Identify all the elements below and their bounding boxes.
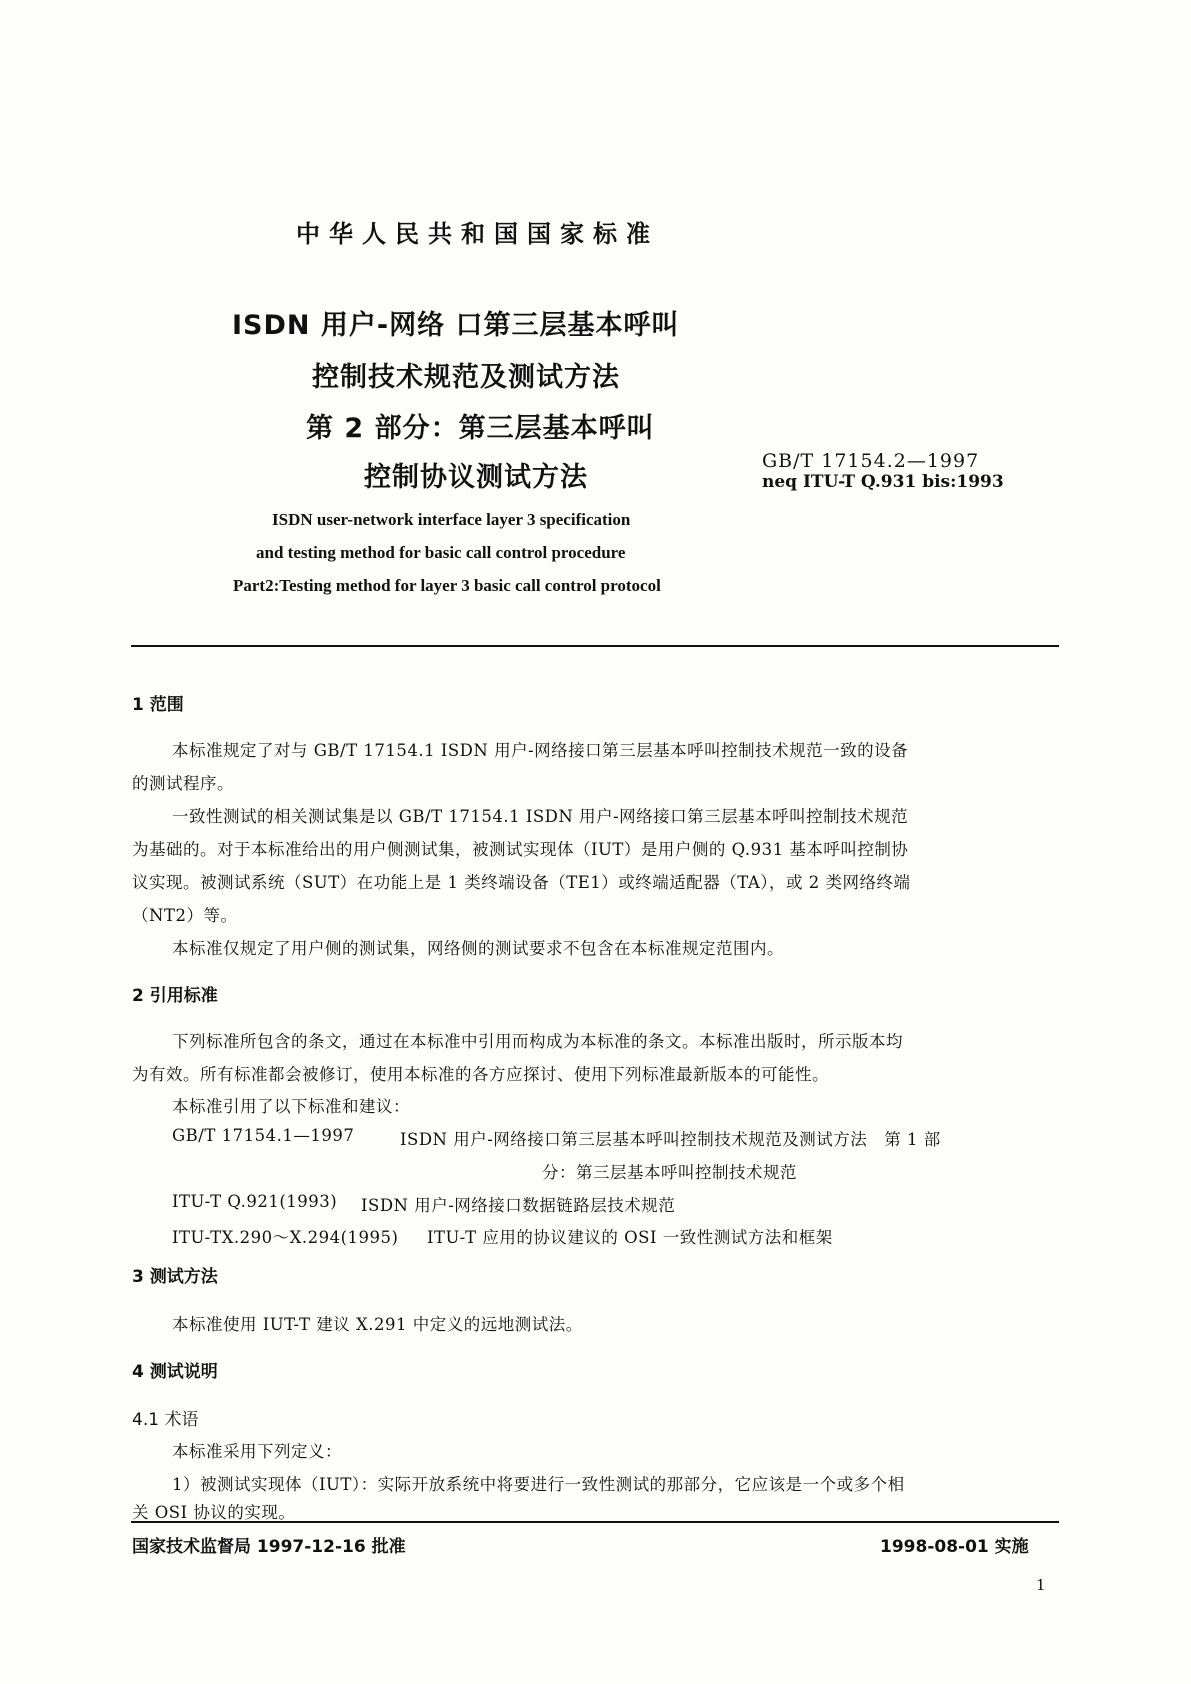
footer-divider bbox=[131, 1521, 1059, 1523]
s4-p2-line2: 关 OSI 协议的实现。 bbox=[132, 1503, 296, 1522]
title-line-1: ISDN 用户-网络 口第三层基本呼叫 bbox=[232, 310, 680, 341]
s1-p2-line4: （NT2）等。 bbox=[132, 906, 238, 925]
ref-1-title-line2: 分：第三层基本呼叫控制技术规范 bbox=[542, 1163, 797, 1182]
s3-p1-line1: 本标准使用 IUT-T 建议 X.291 中定义的远地测试法。 bbox=[172, 1315, 583, 1334]
ref-1-title-line1: ISDN 用户-网络接口第三层基本呼叫控制技术规范及测试方法 第 1 部 bbox=[400, 1130, 941, 1149]
english-title-line-1: ISDN user-network interface layer 3 specification bbox=[272, 510, 631, 529]
s2-p1-line1: 下列标准所包含的条文，通过在本标准中引用而构成为本标准的条文。本标准出版时，所示版本均 bbox=[172, 1032, 903, 1051]
s2-p2-line1: 本标准引用了以下标准和建议： bbox=[172, 1097, 410, 1116]
ref-1-code: GB/T 17154.1—1997 bbox=[172, 1126, 355, 1145]
s1-p3-line1: 本标准仅规定了用户侧的测试集，网络侧的测试要求不包含在本标准规定范围内。 bbox=[172, 939, 784, 958]
english-title-line-2: and testing method for basic call control procedure bbox=[256, 543, 626, 562]
issuing-authority: 中华人民共和国国家标准 bbox=[296, 220, 659, 248]
ref-2-code: ITU-T Q.921(1993) bbox=[172, 1192, 338, 1211]
effective-date: 1998-08-01 实施 bbox=[880, 1537, 1029, 1557]
page-number: 1 bbox=[1036, 1576, 1046, 1594]
section-2-heading: 2 引用标准 bbox=[132, 986, 218, 1006]
ref-2-title: ISDN 用户-网络接口数据链路层技术规范 bbox=[361, 1196, 676, 1215]
s1-p2-line3: 议实现。被测试系统（SUT）在功能上是 1 类终端设备（TE1）或终端适配器（TA），或 2 类网络终端 bbox=[132, 873, 911, 892]
standard-code: GB/T 17154.2—1997 bbox=[762, 450, 980, 472]
title-line-4: 控制协议测试方法 bbox=[364, 462, 588, 493]
section-1-heading: 1 范围 bbox=[132, 695, 184, 715]
s1-p2-line1: 一致性测试的相关测试集是以 GB/T 17154.1 ISDN 用户-网络接口第三层基本呼叫控制技术规范 bbox=[172, 807, 909, 826]
approval-line: 国家技术监督局 1997-12-16 批准 bbox=[132, 1537, 406, 1557]
title-line-3: 第 2 部分：第三层基本呼叫 bbox=[306, 413, 655, 444]
equivalence-note: neq ITU-T Q.931 bis:1993 bbox=[762, 472, 1004, 492]
ref-3-title: ITU-T 应用的协议建议的 OSI 一致性测试方法和框架 bbox=[427, 1228, 833, 1247]
english-title-line-3: Part2:Testing method for layer 3 basic call control protocol bbox=[233, 576, 661, 595]
s1-p2-line2: 为基础的。对于本标准给出的用户侧测试集，被测试实现体（IUT）是用户侧的 Q.931 基本呼叫控制协 bbox=[132, 840, 909, 859]
s4-p2-line1: 1）被测试实现体（IUT）：实际开放系统中将要进行一致性测试的那部分，它应该是一个或多个相 bbox=[172, 1475, 905, 1494]
ref-3-code: ITU-TX.290～X.294(1995) bbox=[172, 1228, 399, 1247]
s2-p1-line2: 为有效。所有标准都会被修订，使用本标准的各方应探讨、使用下列标准最新版本的可能性。 bbox=[132, 1065, 829, 1084]
s1-p1-line2: 的测试程序。 bbox=[132, 774, 234, 793]
s4-p1-line1: 本标准采用下列定义： bbox=[172, 1442, 342, 1461]
header-divider bbox=[131, 645, 1059, 647]
subsection-4-1-heading: 4.1 术语 bbox=[132, 1410, 199, 1430]
s1-p1-line1: 本标准规定了对与 GB/T 17154.1 ISDN 用户-网络接口第三层基本呼叫控制技术规范一致的设备 bbox=[172, 741, 909, 760]
title-line-2: 控制技术规范及测试方法 bbox=[312, 362, 620, 393]
section-3-heading: 3 测试方法 bbox=[132, 1267, 218, 1287]
section-4-heading: 4 测试说明 bbox=[132, 1362, 218, 1382]
